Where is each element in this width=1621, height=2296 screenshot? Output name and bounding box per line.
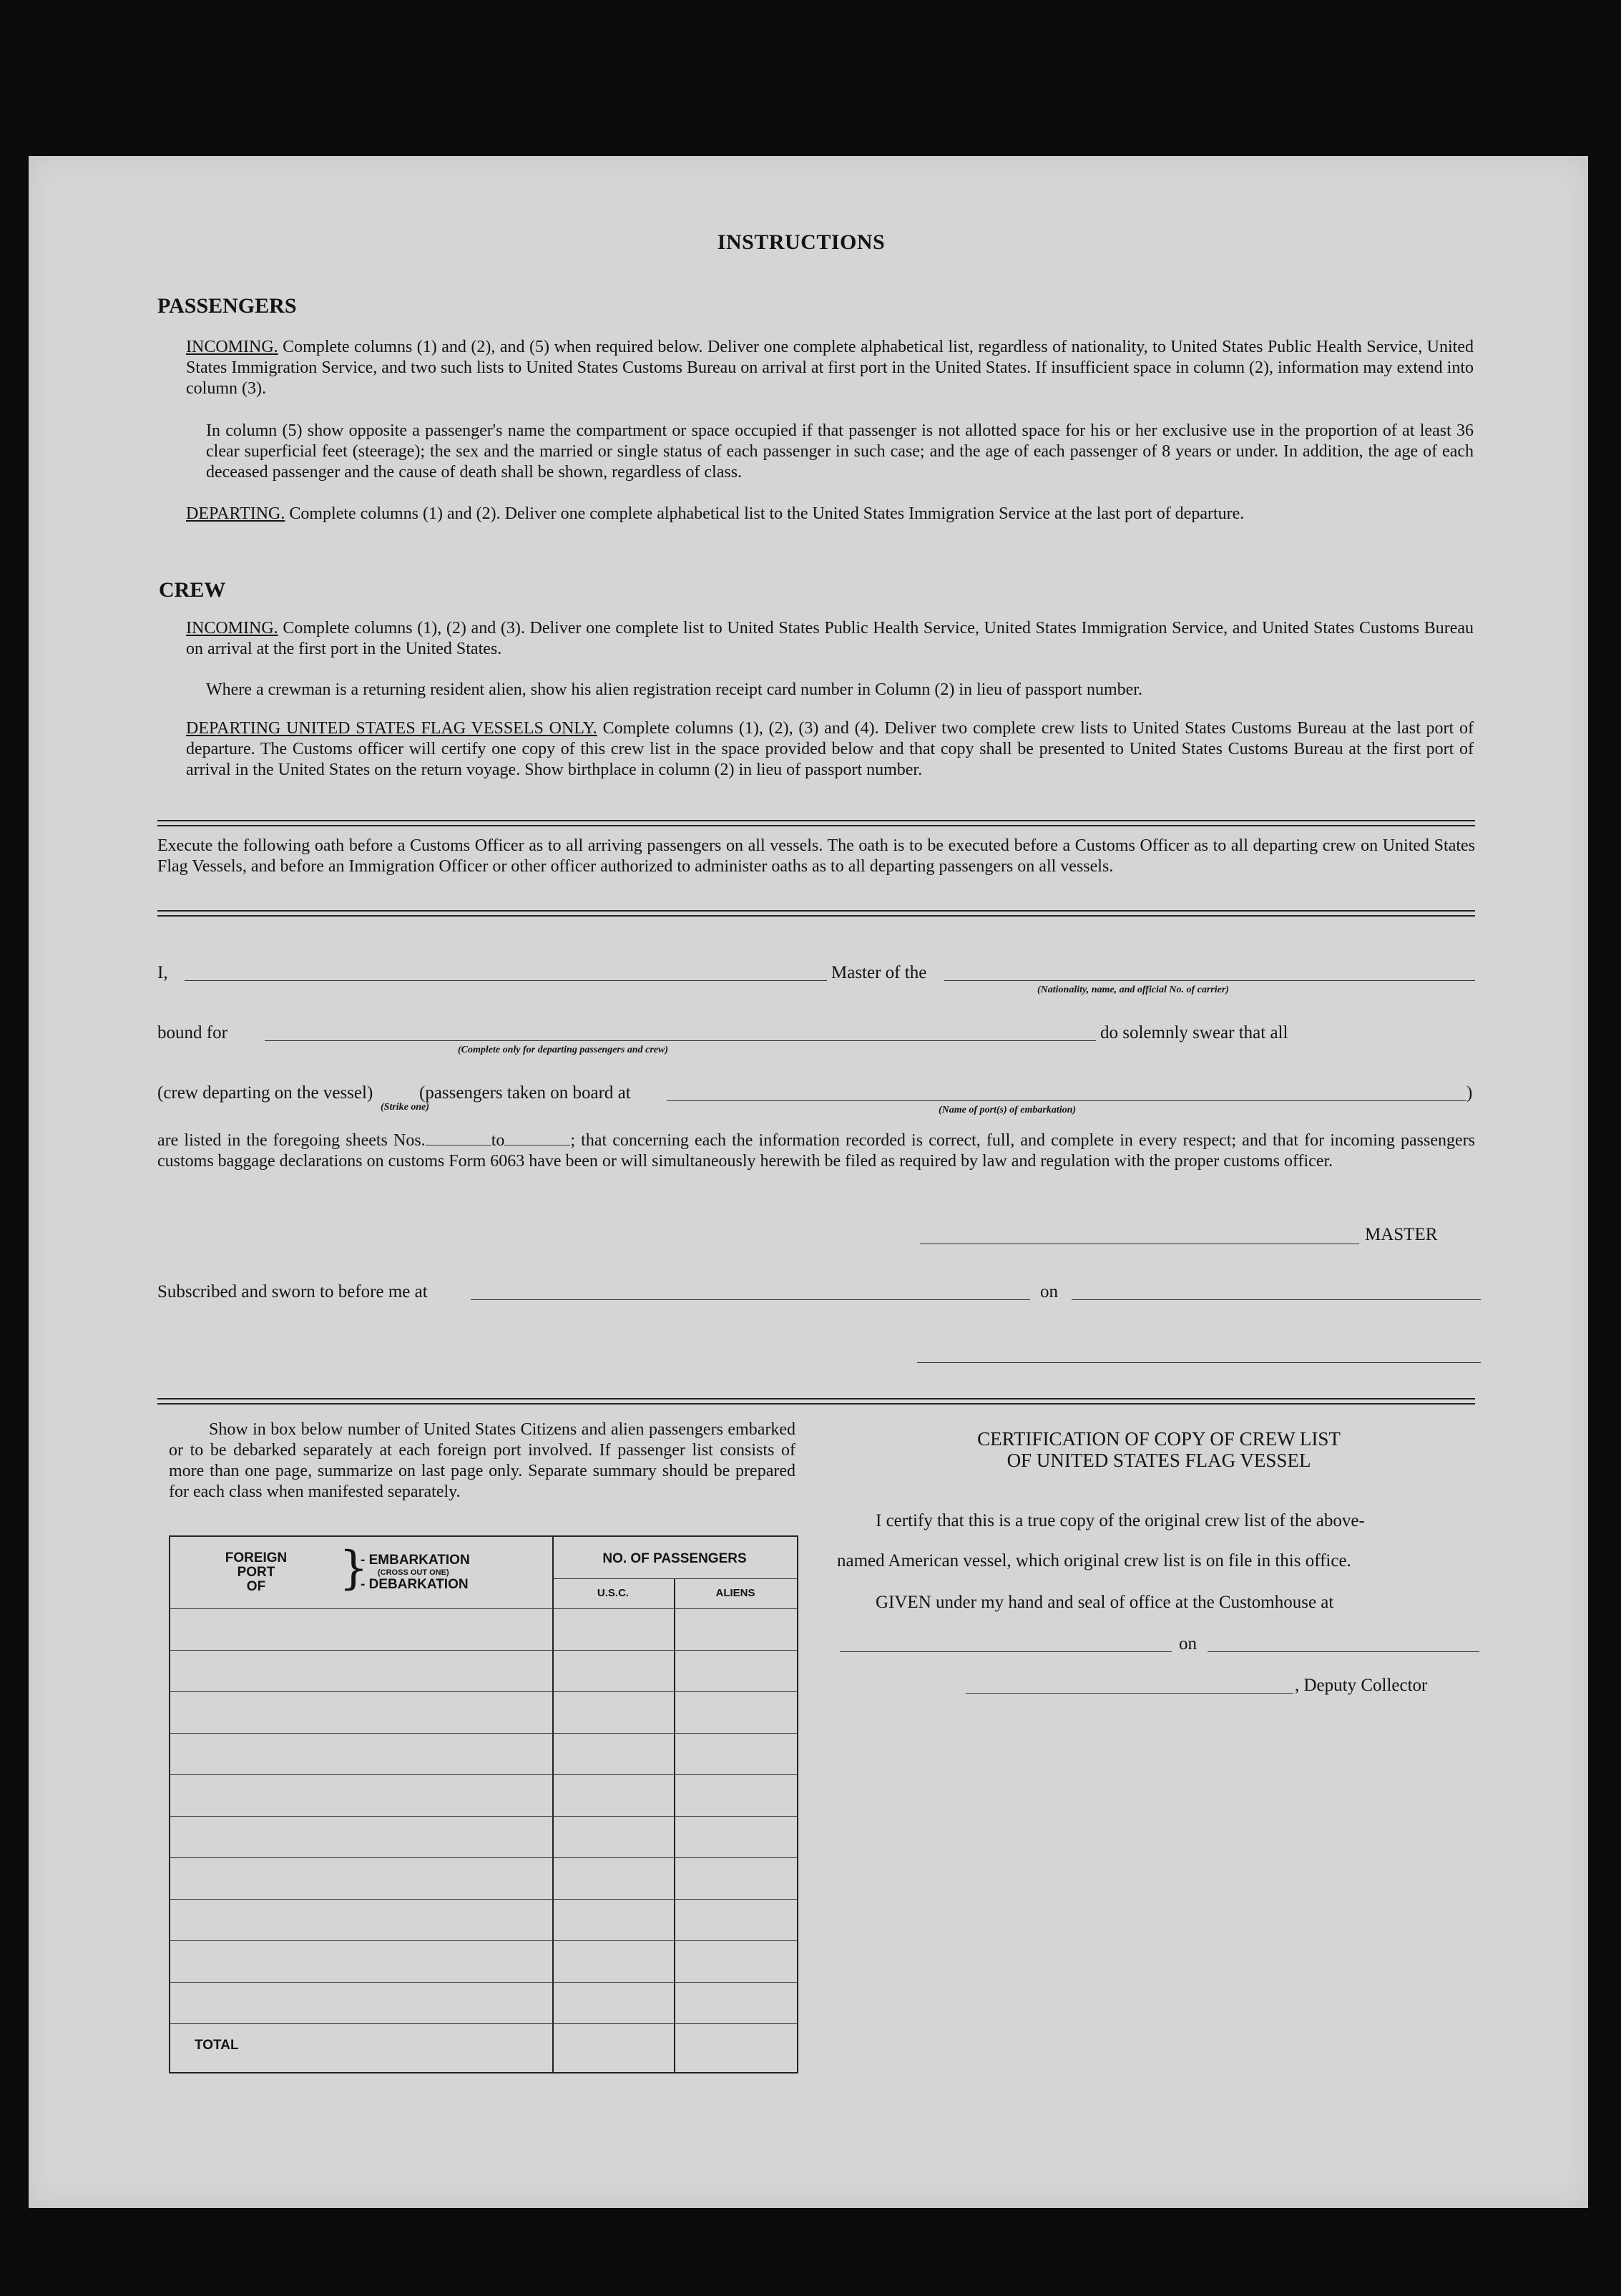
table-row	[170, 1733, 797, 1734]
oath-intro: Execute the following oath before a Customs Officer as to all arriving passengers on all vessels. The oath is to be executed before a Customs Officer as to all departing crew on United States Flag Vessels, and before an Immigration Officer or other officer authorized to administer oaths as to all departing passengers on all vessels.	[157, 836, 1475, 876]
brace-icon: }	[339, 1542, 368, 1595]
bound-for-label: bound for	[157, 1023, 227, 1042]
double-rule-1	[157, 820, 1475, 826]
certify-line2: named American vessel, which original crew list is on file in this office.	[837, 1551, 1351, 1570]
crew-incoming-label: INCOMING.	[186, 619, 278, 637]
no-of-passengers-header: NO. OF PASSENGERS	[602, 1551, 747, 1566]
subscribed-label: Subscribed and sworn to before me at	[157, 1282, 428, 1301]
carrier-note: (Nationality, name, and official No. of carrier)	[1037, 985, 1229, 995]
table-row	[170, 1650, 797, 1651]
crew-incoming-text: Complete columns (1), (2) and (3). Deliver one complete list to United States Public Health Service, United States Immigration Service, and United States Customs Bureau on arrival at the first port in the United States.	[186, 619, 1474, 658]
passengers-incoming-label: INCOMING.	[186, 338, 278, 356]
page-title: INSTRUCTIONS	[717, 230, 886, 254]
customhouse-field[interactable]	[840, 1651, 1172, 1652]
close-paren: )	[1466, 1083, 1473, 1103]
table-row	[170, 1691, 797, 1692]
oath-i-label: I,	[157, 963, 168, 982]
master-name-field[interactable]	[185, 980, 827, 981]
passengers-incoming-paragraph	[186, 337, 1474, 399]
complete-only-note: (Complete only for departing passengers and crew)	[458, 1045, 668, 1055]
listed-text-a: are listed in the foregoing sheets Nos.	[157, 1131, 426, 1150]
bound-for-field[interactable]	[265, 1040, 1096, 1041]
passengers-heading: PASSENGERS	[157, 294, 297, 318]
table-row	[170, 1982, 797, 1983]
crew-departing-paragraph	[186, 718, 1474, 781]
officer-signature-field[interactable]	[917, 1362, 1481, 1363]
master-label: MASTER	[1365, 1225, 1438, 1244]
total-label: TOTAL	[195, 2038, 239, 2053]
table-header-rule-1	[552, 1578, 797, 1579]
embarkation-option[interactable]: - EMBARKATION	[361, 1553, 470, 1568]
port-label: PORT	[237, 1565, 275, 1580]
table-row	[170, 1940, 797, 1941]
cert-on-label: on	[1179, 1634, 1197, 1653]
passenger-summary-table	[169, 1535, 798, 2073]
passengers-departing-label: DEPARTING.	[186, 504, 285, 523]
foreign-port-of-header	[213, 1551, 299, 1594]
debarkation-option[interactable]: - DEBARKATION	[361, 1577, 469, 1592]
master-of-label: Master of the	[831, 963, 927, 982]
aliens-header: ALIENS	[715, 1587, 755, 1599]
certification-heading-line1: CERTIFICATION OF COPY OF CREW LIST	[977, 1428, 1341, 1450]
listed-to: to	[491, 1131, 505, 1150]
double-rule-3	[157, 1398, 1475, 1405]
crew-resident-paragraph: Where a crewman is a returning resident alien, show his alien registration receipt card number in Column (2) in lieu of passport number.	[206, 680, 1142, 699]
passengers-taken-option[interactable]: (passengers taken on board at	[419, 1083, 631, 1103]
passengers-departing-text: Complete columns (1) and (2). Deliver one complete alphabetical list to the United States Immigration Service at the last port of departure.	[289, 504, 1245, 523]
summary-instructions: Show in box below number of United States Citizens and alien passengers embarked or to be debarked separately at each foreign port involved. If passenger list consists of more than one page, summarize on last page only. Separate summary should be prepared for each class when manifested separately.	[169, 1420, 795, 1501]
table-row	[170, 1774, 797, 1775]
table-divider-2	[674, 1578, 675, 2072]
deputy-signature-field[interactable]	[966, 1693, 1293, 1694]
passengers-column5-paragraph: In column (5) show opposite a passenger's name the compartment or space occupied if that passenger is not allotted space for his or her exclusive use in the proportion of at least 36 clear superficial feet (steerage); the sex and the married or single status of each passenger in such case; and the age of each passenger of 8 years or under. In addition, the age of each deceased passenger and the cause of death shall be shown, regardless of class.	[206, 421, 1474, 482]
table-row	[170, 1816, 797, 1817]
port-note: (Name of port(s) of embarkation)	[939, 1105, 1077, 1115]
of-label: OF	[246, 1579, 266, 1594]
crew-departing-text: Complete columns (1), (2), (3) and (4). Deliver two complete crew lists to United States Customs Bureau at the last port of departure. The Customs officer will certify one copy of this crew list in the space provided below and that copy shall be presented to United States Customs Bureau at the first port of arrival in the United States on the return voyage. Show birthplace in column (2) in lieu of passport number.	[186, 719, 1474, 779]
table-row	[170, 2023, 797, 2024]
usc-header: U.S.C.	[597, 1587, 630, 1599]
certification-heading-line2: OF UNITED STATES FLAG VESSEL	[1007, 1450, 1311, 1471]
listed-text-b: ; that concerning each the information recorded is correct, full, and complete in every respect; and that for incoming passengers customs baggage declarations on customs Form 6063 have been or will simultaneously herewith be filed as required by law and regulation with the proper customs officer.	[157, 1131, 1475, 1171]
certification-heading	[844, 1428, 1474, 1471]
sworn-on-label: on	[1040, 1282, 1058, 1301]
table-row	[170, 1857, 797, 1858]
sworn-date-field[interactable]	[1072, 1299, 1481, 1300]
table-divider-1	[552, 1537, 554, 2072]
crew-departing-option[interactable]: (crew departing on the vessel)	[157, 1083, 373, 1103]
deputy-collector-label: , Deputy Collector	[1295, 1676, 1428, 1695]
cross-out-note: (CROSS OUT ONE)	[378, 1568, 449, 1577]
crew-incoming-paragraph	[186, 618, 1474, 660]
certify-line1: I certify that this is a true copy of the original crew list of the above-	[876, 1511, 1365, 1530]
carrier-field[interactable]	[944, 980, 1475, 981]
sworn-at-field[interactable]	[471, 1299, 1030, 1300]
double-rule-2	[157, 910, 1475, 917]
document-page	[29, 156, 1588, 2208]
foreign-label: FOREIGN	[225, 1550, 288, 1565]
cert-date-field[interactable]	[1208, 1651, 1479, 1652]
swear-label: do solemnly swear that all	[1100, 1023, 1288, 1042]
crew-heading: CREW	[159, 578, 226, 602]
table-row	[170, 1899, 797, 1900]
listed-paragraph	[157, 1130, 1475, 1172]
crew-departing-label: DEPARTING UNITED STATES FLAG VESSELS ONLY.	[186, 719, 597, 738]
given-line: GIVEN under my hand and seal of office at the Customhouse at	[876, 1593, 1334, 1612]
strike-one-note: (Strike one)	[381, 1102, 430, 1113]
passengers-departing-paragraph	[186, 504, 1474, 524]
passengers-incoming-text: Complete columns (1) and (2), and (5) when required below. Deliver one complete alphabetical list, regardless of nationality, to United States Public Health Service, United States Immigration Service, and two such lists to United States Customs Bureau on arrival at first port in the United States. If insufficient space in column (2), information may extend into column (3).	[186, 338, 1474, 398]
port-embarkation-field[interactable]	[667, 1100, 1466, 1101]
table-header-rule-2	[170, 1608, 797, 1609]
